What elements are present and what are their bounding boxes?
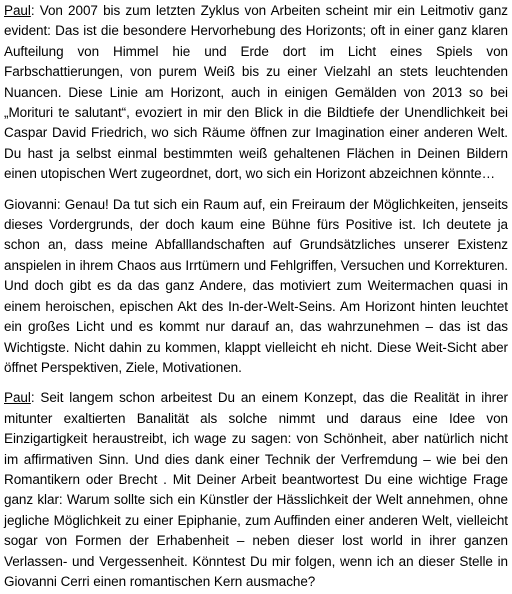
paragraph-paul-1: [4, 1, 508, 185]
paragraph-text: : Seit langem schon arbeitest Du an einem Konzept, das die Realität in ihrer mitunter exaltierten Banalität als solche nimmt und daraus eine Idee von Einzigartigkeit heraustreibt, ich wage zu sagen: von Schönheit, aber natürlich nicht im affirmativen Sinn. Und dies dank einer Technik der Verfremdung – wie bei den Romantikern oder Brecht . Mit Deiner Arbeit beantwortest Du eine wichtige Frage ganz klar: Warum sollte sich ein Künstler der Hässlichkeit der Welt annehmen, ohne jegliche Möglichkeit zu einer Epiphanie, zum Auffinden einer anderen Welt, vielleicht sogar von Formen der Erhabenheit – neben dieser lost world in ihrer ganzen Verlassen- und Vergessenheit. Könntest Du mir folgen, wenn ich an dieser Stelle in Giovanni Cerri einen romantischen Kern ausmache?: [4, 390, 508, 589]
speaker-name: Paul: [4, 390, 31, 406]
paragraph-text: : Genau! Da tut sich ein Raum auf, ein Freiraum der Möglichkeiten, jenseits dieses Vordergrunds, der doch kaum eine Bühne fürs Positive ist. Ich deutete ja schon an, dass meine Abfalllandschaften auf Grundsätzliches unserer Existenz anspielen in ihrem Chaos aus Irrtümern und Fehlgriffen, Versuchen und Korrekturen. Und doch gibt es da das ganz Andere, das motiviert zum Weitermachen quasi in einem heroischen, epischen Akt des In-der-Welt-Seins. Am Horizont hinten leuchtet ein großes Licht und es kommt nur darauf an, das wahrzunehmen – das ist das Wichtigste. Nicht dahin zu kommen, klappt vielleicht eh nicht. Diese Weit-Sicht aber öffnet Perspektiven, Ziele, Motivationen.: [4, 196, 508, 375]
speaker-name: Giovanni: [4, 196, 57, 212]
speaker-name: Paul: [4, 3, 31, 18]
paragraph-giovanni-1: [4, 195, 508, 379]
paragraph-paul-2: [4, 388, 508, 592]
paragraph-text: : Von 2007 bis zum letzten Zyklus von Arbeiten scheint mir ein Leitmotiv ganz evident: Das ist die besondere Hervorhebung des Horizonts; oft in einer ganz klaren Aufteilung von Himmel hie und Erde dort im Licht eines Spiels von Farbschattierungen, von purem Weiß bis zu einer Vielzahl an stets leuchtenden Nuancen. Diese Linie am Horizont, auch in einigen Gemälden von 2013 so bei „Morituri te salutant“, evoziert in mir den Blick in die Bildtiefe der Unendlichkeit bei Caspar David Friedrich, wo sich Räume öffnen zur Imagination einer anderen Welt. Du hast ja selbst einmal bestimmten weiß gehaltenen Flächen in Deinen Bildern einen utopischen Wert zugeordnet, dort, wo sich ein Horizont abzeichnen könnte…: [4, 3, 508, 182]
